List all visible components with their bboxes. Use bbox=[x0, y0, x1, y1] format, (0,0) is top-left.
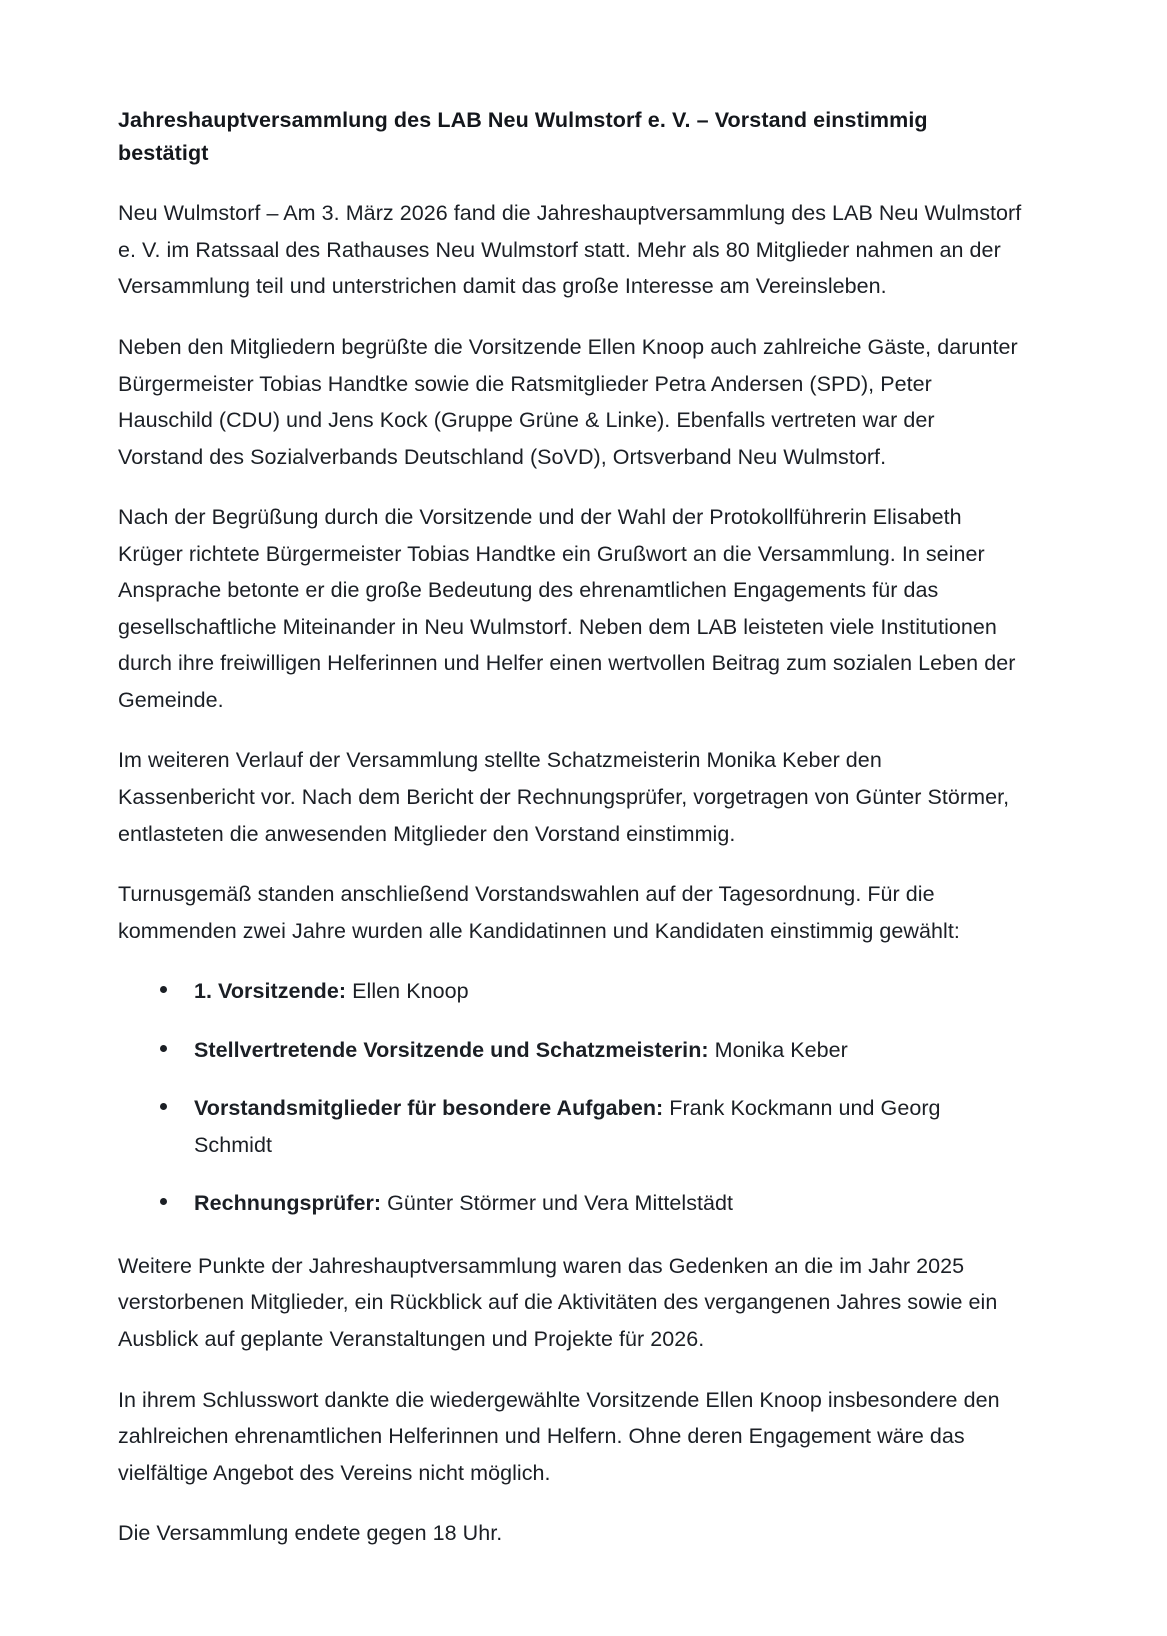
paragraph-end-time: Die Versammlung endete gegen 18 Uhr. bbox=[118, 1521, 503, 1546]
paragraph-elections: Turnusgemäß standen anschließend Vorstandswahlen auf der Tagesordnung. Für die kommenden zwei Jahre wurden alle Kandidatinnen und Kandidaten einstimmig gewählt: bbox=[118, 882, 960, 943]
board-person-name: Günter Störmer und Vera Mittelstädt bbox=[381, 1191, 734, 1216]
paragraph-treasury: Im weiteren Verlauf der Versammlung stellte Schatzmeisterin Monika Keber den Kassenbericht vor. Nach dem Bericht der Rechnungsprüfer, vorgetragen von Günter Störmer, entlasteten die anwesenden Mitglieder den Vorstand einstimmig. bbox=[118, 748, 1010, 846]
paragraph-greeting: Nach der Begrüßung durch die Vorsitzende und der Wahl der Protokollführerin Elisabeth Krüger richtete Bürgermeister Tobias Handtke ein Grußwort an die Versammlung. In seiner Ansprache betonte er die große Bedeutung des ehrenamtlichen Engagements für das gesellschaftliche Miteinander in Neu Wulmstorf. Neben dem LAB leisteten viele Institutionen durch ihre freiwilligen Helferinnen und Helfer einen wertvollen Beitrag zum sozialen Leben der Gemeinde. bbox=[118, 505, 1016, 712]
list-item bbox=[118, 1185, 1023, 1222]
paragraph-intro: Neu Wulmstorf – Am 3. März 2026 fand die Jahreshauptversammlung des LAB Neu Wulmstorf e. V. im Ratssaal des Rathauses Neu Wulmstorf statt. Mehr als 80 Mitglieder nahmen an der Versammlung teil und unterstrichen damit das große Interesse am Vereinsleben. bbox=[118, 201, 1022, 299]
board-person-name: Monika Keber bbox=[708, 1037, 848, 1062]
bullet-icon bbox=[160, 1198, 167, 1205]
list-item bbox=[118, 1032, 1023, 1069]
board-role-label: Vorstandsmitglieder für besondere Aufgaben: bbox=[194, 1096, 664, 1121]
paragraph-other-topics: Weitere Punkte der Jahreshauptversammlung waren das Gedenken an die im Jahr 2025 verstorbenen Mitglieder, ein Rückblick auf die Aktivitäten des vergangenen Jahres sowie ein Ausblick auf geplante Veranstaltungen und Projekte für 2026. bbox=[118, 1253, 998, 1352]
bullet-icon bbox=[160, 1045, 167, 1052]
paragraph-closing-words: In ihrem Schlusswort dankte die wiedergewählte Vorsitzende Ellen Knoop insbesondere den zahlreichen ehrenamtlichen Helferinnen und Helfern. Ohne deren Engagement wäre das vielfältige Angebot des Vereins nicht möglich. bbox=[118, 1387, 1000, 1485]
board-role-label: Rechnungsprüfer: bbox=[194, 1191, 382, 1216]
page-title: Jahreshauptversammlung des LAB Neu Wulmstorf e. V. – Vorstand einstimmig bestätigt bbox=[118, 108, 928, 165]
board-role-label: Stellvertretende Vorsitzende und Schatzmeisterin: bbox=[194, 1037, 709, 1062]
board-person-name: Ellen Knoop bbox=[346, 979, 469, 1004]
board-member-list bbox=[118, 973, 1023, 1222]
list-item bbox=[118, 973, 1023, 1010]
board-person-name: Frank Kockmann und Georg Schmidt bbox=[194, 1096, 941, 1157]
bullet-icon bbox=[160, 986, 167, 993]
paragraph-guests: Neben den Mitgliedern begrüßte die Vorsitzende Ellen Knoop auch zahlreiche Gäste, darunter Bürgermeister Tobias Handtke sowie die Ratsmitglieder Petra Andersen (SPD), Peter Hauschild (CDU) und Jens Kock (Gruppe Grüne & Linke). Ebenfalls vertreten war der Vorstand des Sozialverbands Deutschland (SoVD), Ortsverband Neu Wulmstorf. bbox=[118, 334, 1018, 469]
list-item bbox=[118, 1090, 1023, 1163]
board-role-label: 1. Vorsitzende: bbox=[194, 979, 347, 1004]
bullet-icon bbox=[160, 1103, 167, 1110]
